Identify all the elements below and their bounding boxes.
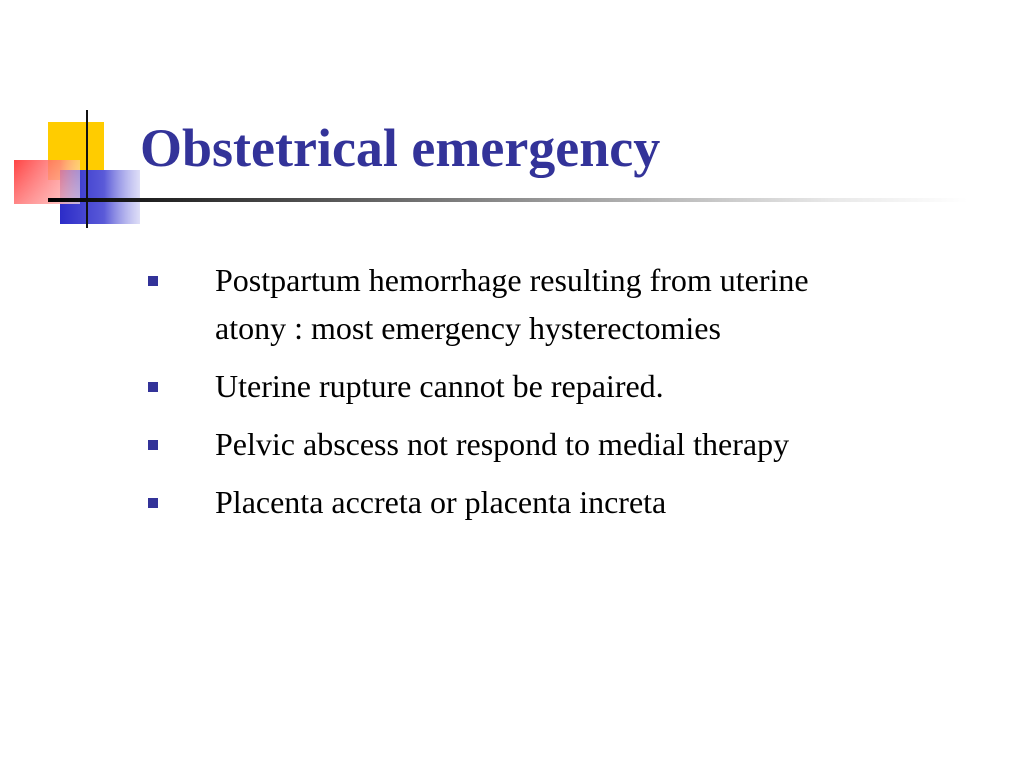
bullet-item [148, 256, 968, 352]
square-bullet-icon [148, 382, 158, 392]
bullet-item [148, 478, 968, 526]
square-bullet-icon [148, 440, 158, 450]
bullet-text: Postpartum hemorrhage resulting from uterine atony : most emergency hysterectomies [215, 262, 809, 346]
bullet-list [148, 256, 968, 536]
title-underline [48, 198, 968, 202]
square-bullet-icon [148, 498, 158, 508]
bullet-item [148, 420, 968, 468]
title-decoration [0, 0, 160, 240]
bullet-item [148, 362, 968, 410]
bullet-text: Pelvic abscess not respond to medial therapy [215, 426, 790, 462]
bullet-text: Placenta accreta or placenta increta [215, 484, 667, 520]
bullet-text: Uterine rupture cannot be repaired. [215, 368, 664, 404]
square-bullet-icon [148, 276, 158, 286]
slide-title: Obstetrical emergency [140, 118, 661, 178]
